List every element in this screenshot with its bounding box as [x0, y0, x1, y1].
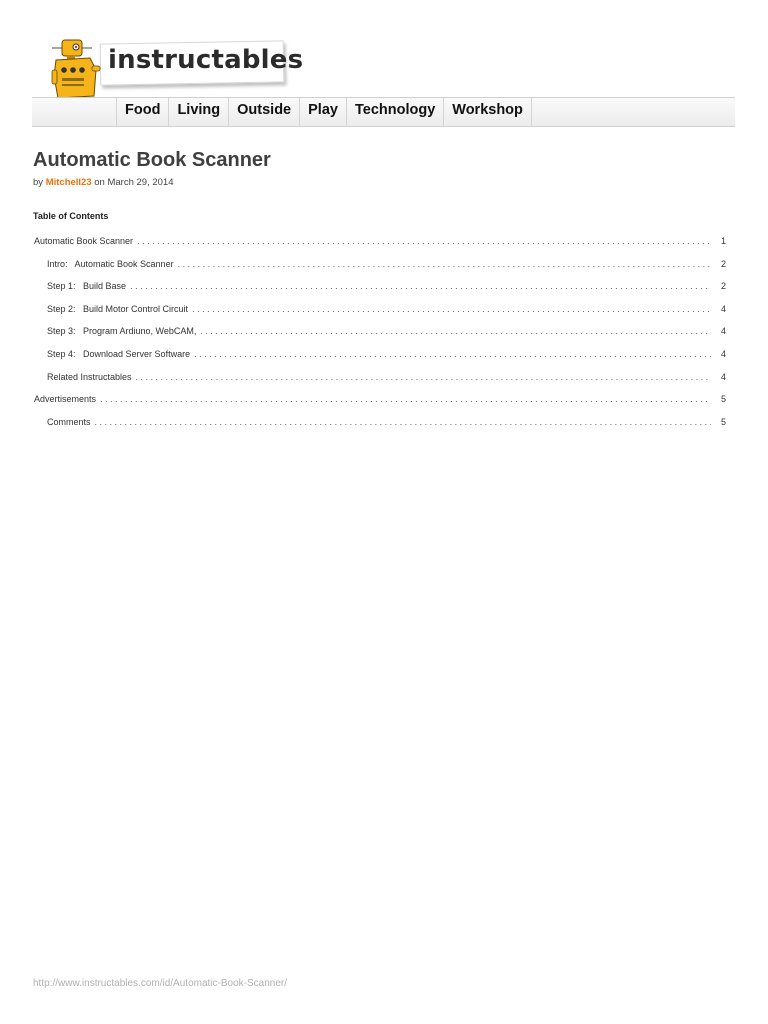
toc-entry[interactable]	[47, 259, 726, 273]
nav-technology[interactable]: Technology	[346, 98, 443, 126]
toc-entry-label: Step 4: Download Server Software	[47, 349, 191, 359]
toc-entry-label: Step 3: Program Ardiuno, WebCAM,	[47, 326, 197, 337]
toc-entry-page: 1	[720, 236, 726, 246]
byline-prefix: by	[33, 177, 44, 188]
toc-leader-dots	[194, 349, 711, 359]
toc-entry-page: 4	[720, 371, 726, 382]
toc-entry-label: Step 2: Build Motor Control Circuit	[47, 303, 189, 314]
toc-heading: Table of Contents	[33, 211, 109, 221]
toc-entry-page: 4	[720, 326, 726, 337]
toc-entry-page: 4	[720, 349, 726, 359]
toc-entry[interactable]	[34, 394, 726, 408]
toc-leader-dots	[130, 281, 711, 291]
toc-entry[interactable]	[47, 349, 726, 363]
toc-entry-label: Step 1: Build Base	[47, 281, 127, 292]
toc-entry-label: Intro: Automatic Book Scanner	[47, 258, 174, 269]
toc-entry-label: Related Instructables	[47, 371, 132, 382]
nav-play[interactable]: Play	[299, 98, 346, 126]
toc-entry-page: 5	[720, 416, 726, 427]
toc-leader-dots	[100, 394, 711, 404]
toc-entry[interactable]	[47, 372, 726, 386]
toc-entry[interactable]	[47, 326, 726, 340]
article-title: Automatic Book Scanner	[33, 149, 271, 171]
toc-leader-dots	[178, 259, 711, 269]
nav-outside[interactable]: Outside	[228, 98, 299, 126]
toc-entry-page: 2	[720, 281, 726, 292]
category-nav	[116, 98, 532, 126]
byline	[33, 177, 174, 188]
toc-leader-dots	[192, 304, 711, 314]
toc-entry[interactable]	[47, 281, 726, 295]
toc-entry-page: 5	[720, 394, 726, 405]
toc-entry[interactable]	[47, 417, 726, 431]
site-header	[0, 0, 768, 130]
publish-date: March 29, 2014	[107, 177, 174, 188]
toc-leader-dots	[136, 372, 711, 382]
footer-url[interactable]: http://www.instructables.com/id/Automatic-Book-Scanner/	[33, 978, 287, 989]
author-link[interactable]: Mitchell23	[45, 177, 92, 188]
date-prefix: on	[94, 177, 105, 188]
logo-wordmark: instructables	[108, 45, 304, 75]
toc-entry-page: 2	[720, 258, 726, 269]
toc-entry-page: 4	[720, 303, 726, 314]
toc-entry[interactable]	[47, 304, 726, 318]
toc-leader-dots	[137, 236, 711, 246]
toc-entry[interactable]	[34, 236, 726, 250]
nav-food[interactable]: Food	[116, 98, 168, 126]
toc-entry-label: Advertisements	[34, 394, 97, 405]
nav-living[interactable]: Living	[168, 98, 228, 126]
toc-leader-dots	[95, 417, 711, 427]
toc-entry-label: Comments	[47, 416, 91, 427]
toc-leader-dots	[200, 326, 711, 336]
category-nav-bar	[32, 97, 735, 127]
toc-entry-label: Automatic Book Scanner	[34, 236, 134, 246]
nav-workshop[interactable]: Workshop	[443, 98, 532, 126]
